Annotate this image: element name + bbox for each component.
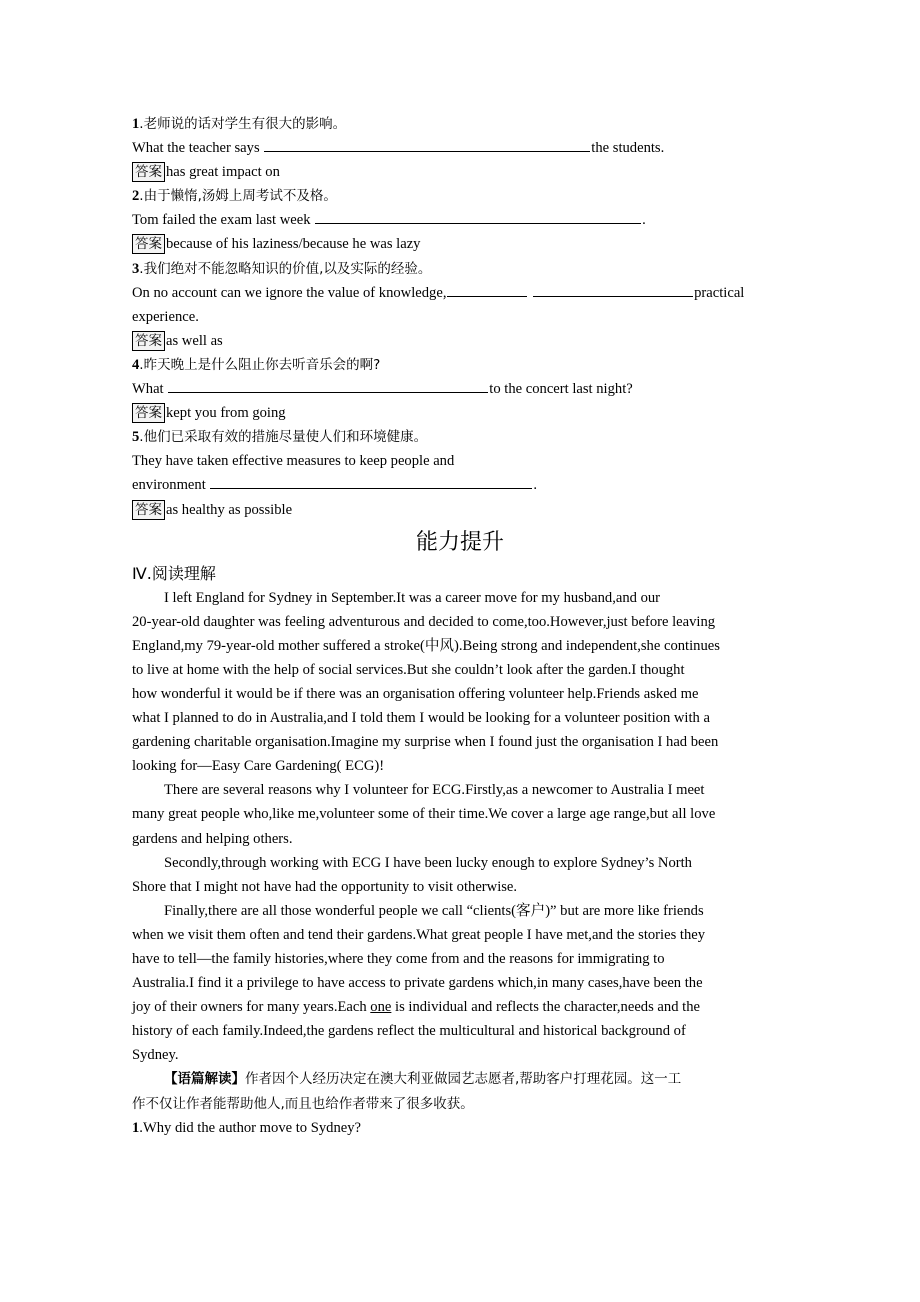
exercise-5-cn: 5.他们已采取有效的措施尽量使人们和环境健康。 bbox=[132, 429, 428, 446]
exercise-5-en: They have taken effective measures to keep people and bbox=[132, 453, 455, 470]
answer-tag: 答案 bbox=[132, 162, 165, 182]
exercise-2-en: Tom failed the exam last week . bbox=[132, 208, 788, 232]
exercise-1-en: What the teacher says the students. bbox=[132, 136, 788, 160]
exercise-4-en: What to the concert last night? bbox=[132, 377, 788, 401]
blank-line bbox=[264, 136, 590, 152]
paragraph-1: I left England for Sydney in September.It was a career move for my husband,and our 20-year-old daughter was feeling adventurous and decided to come,too.However,just before leaving England,my 79-year-old mother suffered a stroke(中风).Being strong and independent,she continues to live at home with the help of social services.But she couldn’t look after the garden.I thought how wonderful it would be if there was an organisation offering volunteer help.Friends asked me what I planned to do in Australia,and I told them I would be looking for a volunteer position with a gardening charitable organisation.Imagine my surprise when I found just the organisation I had been looking for—Easy Care Gardening( ECG)! bbox=[132, 589, 720, 775]
exercise-5-answer: 答案 as healthy as possible bbox=[132, 498, 788, 522]
analysis-label: 【语篇解读】 bbox=[164, 1071, 245, 1088]
paragraph-3: Secondly,through working with ECG I have been lucky enough to explore Sydney’s North Shore that I might not have had the opportunity to visit otherwise. bbox=[132, 854, 692, 895]
subsection-heading: Ⅳ.阅读理解 bbox=[132, 563, 216, 583]
exercise-1-cn: 1.老师说的话对学生有很大的影响。 bbox=[132, 116, 347, 132]
paragraph-2: There are several reasons why I volunteer for ECG.Firstly,as a newcomer to Australia I meet many great people who,like me,volunteer some of their time.We cover a large age range,but all love gardens and helping others. bbox=[132, 782, 716, 847]
blank-line bbox=[315, 208, 641, 224]
exercise-3-en-cont: experience. bbox=[132, 308, 199, 325]
exercise-5-en-cont: environment . bbox=[132, 473, 788, 497]
exercise-3-cn: 3.我们绝对不能忽略知识的价值,以及实际的经验。 bbox=[132, 260, 432, 277]
question-1: 1.Why did the author move to Sydney? bbox=[132, 1119, 361, 1136]
exercise-4-answer: 答案 kept you from going bbox=[132, 401, 788, 425]
reading-passage bbox=[132, 586, 788, 1068]
paragraph-4: Finally,there are all those wonderful people we call “clients(客户)” but are more like friends when we visit them often and tend their gardens.What great people I have met,and the stories they have to tell—the family histories,where they come from and the reasons for immigrating to Australia.I find it a privilege to have access to private gardens which,in many cases,have been the joy of their owners for many years.Each one is individual and reflects the character,needs and the history of each family.Indeed,the gardens reflect the multicultural and historical background of Sydney. bbox=[132, 902, 706, 1064]
section-title: 能力提升 bbox=[415, 529, 504, 555]
analysis-line-1: 【语篇解读】作者因个人经历决定在澳大利亚做园艺志愿者,帮助客户打理花园。这一工 bbox=[164, 1071, 682, 1088]
analysis-line-2: 作不仅让作者能帮助他人,而且也给作者带来了很多收获。 bbox=[132, 1095, 474, 1112]
document-page bbox=[132, 112, 788, 1140]
exercise-2-answer: 答案 because of his laziness/because he was lazy bbox=[132, 232, 788, 256]
exercise-3-answer: 答案 as well as bbox=[132, 329, 788, 353]
answer-tag: 答案 bbox=[132, 403, 165, 423]
exercise-3-en: On no account can we ignore the value of knowledge, practical bbox=[132, 281, 788, 305]
blank-line bbox=[447, 281, 527, 297]
exercise-4-cn: 4.昨天晚上是什么阻止你去听音乐会的啊? bbox=[132, 356, 381, 373]
underlined-word: one bbox=[370, 999, 392, 1016]
blank-line bbox=[533, 281, 693, 297]
exercise-1-answer: 答案 has great impact on bbox=[132, 160, 788, 184]
answer-tag: 答案 bbox=[132, 500, 165, 520]
exercise-2-cn: 2.由于懒惰,汤姆上周考试不及格。 bbox=[132, 188, 337, 205]
blank-line bbox=[168, 377, 488, 393]
blank-line bbox=[210, 473, 532, 489]
answer-tag: 答案 bbox=[132, 331, 165, 351]
answer-tag: 答案 bbox=[132, 234, 165, 254]
